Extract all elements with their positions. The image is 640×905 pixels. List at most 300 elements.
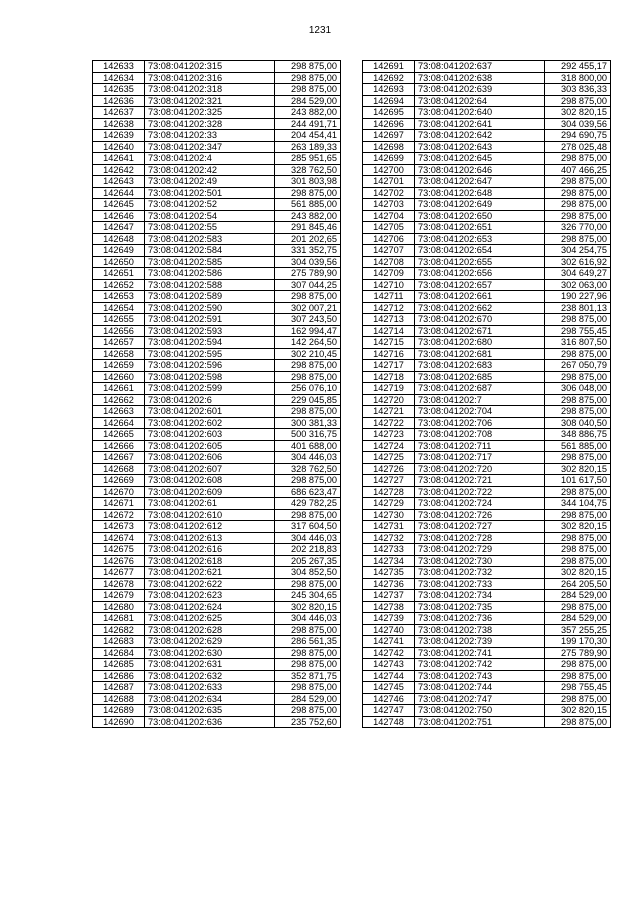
cadastral-number-cell: 73:08:041202:742 bbox=[415, 659, 545, 671]
cadastral-value-cell: 302 820,15 bbox=[545, 567, 611, 579]
cadastral-number-cell: 73:08:041202:55 bbox=[145, 222, 275, 234]
row-number-cell: 142655 bbox=[93, 314, 145, 326]
row-number-cell: 142677 bbox=[93, 567, 145, 579]
cadastral-number-cell: 73:08:041202:685 bbox=[415, 371, 545, 383]
table-row bbox=[93, 716, 341, 728]
table-row bbox=[93, 429, 341, 441]
cadastral-value-cell: 264 205,50 bbox=[545, 578, 611, 590]
cadastral-value-cell: 298 875,00 bbox=[545, 394, 611, 406]
row-number-cell: 142720 bbox=[363, 394, 415, 406]
table-row bbox=[363, 84, 611, 96]
cadastral-value-cell: 162 994,47 bbox=[275, 325, 341, 337]
cadastral-value-cell: 298 875,00 bbox=[545, 509, 611, 521]
row-number-cell: 142675 bbox=[93, 544, 145, 556]
table-row bbox=[363, 153, 611, 165]
cadastral-value-cell: 267 050,79 bbox=[545, 360, 611, 372]
table-row bbox=[363, 624, 611, 636]
row-number-cell: 142744 bbox=[363, 670, 415, 682]
cadastral-number-cell: 73:08:041202:635 bbox=[145, 705, 275, 717]
cadastral-number-cell: 73:08:041202:640 bbox=[415, 107, 545, 119]
cadastral-number-cell: 73:08:041202:633 bbox=[145, 682, 275, 694]
cadastral-number-cell: 73:08:041202:61 bbox=[145, 498, 275, 510]
table-row bbox=[363, 486, 611, 498]
table-row bbox=[363, 544, 611, 556]
cadastral-number-cell: 73:08:041202:726 bbox=[415, 509, 545, 521]
cadastral-value-cell: 292 455,17 bbox=[545, 61, 611, 73]
cadastral-value-cell: 307 044,25 bbox=[275, 279, 341, 291]
table-row bbox=[93, 268, 341, 280]
cadastral-value-cell: 298 875,00 bbox=[545, 95, 611, 107]
cadastral-number-cell: 73:08:041202:638 bbox=[415, 72, 545, 84]
cadastral-value-cell: 307 243,50 bbox=[275, 314, 341, 326]
cadastral-number-cell: 73:08:041202:625 bbox=[145, 613, 275, 625]
row-number-cell: 142704 bbox=[363, 210, 415, 222]
cadastral-number-cell: 73:08:041202:598 bbox=[145, 371, 275, 383]
cadastral-number-cell: 73:08:041202:732 bbox=[415, 567, 545, 579]
cadastral-value-cell: 142 264,50 bbox=[275, 337, 341, 349]
cadastral-value-cell: 304 446,03 bbox=[275, 613, 341, 625]
table-row bbox=[363, 452, 611, 464]
row-number-cell: 142685 bbox=[93, 659, 145, 671]
table-row bbox=[93, 314, 341, 326]
cadastral-number-cell: 73:08:041202:738 bbox=[415, 624, 545, 636]
cadastral-value-cell: 205 267,35 bbox=[275, 555, 341, 567]
cadastral-value-cell: 328 762,50 bbox=[275, 463, 341, 475]
table-row bbox=[363, 187, 611, 199]
row-number-cell: 142724 bbox=[363, 440, 415, 452]
cadastral-number-cell: 73:08:041202:649 bbox=[415, 199, 545, 211]
cadastral-value-cell: 317 604,50 bbox=[275, 521, 341, 533]
cadastral-number-cell: 73:08:041202:647 bbox=[415, 176, 545, 188]
row-number-cell: 142726 bbox=[363, 463, 415, 475]
row-number-cell: 142735 bbox=[363, 567, 415, 579]
cadastral-value-cell: 298 875,00 bbox=[275, 84, 341, 96]
cadastral-value-cell: 298 875,00 bbox=[275, 371, 341, 383]
row-number-cell: 142641 bbox=[93, 153, 145, 165]
cadastral-number-cell: 73:08:041202:49 bbox=[145, 176, 275, 188]
table-row bbox=[93, 164, 341, 176]
row-number-cell: 142636 bbox=[93, 95, 145, 107]
cadastral-number-cell: 73:08:041202:724 bbox=[415, 498, 545, 510]
table-row bbox=[363, 532, 611, 544]
table-row bbox=[93, 141, 341, 153]
row-number-cell: 142731 bbox=[363, 521, 415, 533]
cadastral-number-cell: 73:08:041202:501 bbox=[145, 187, 275, 199]
row-number-cell: 142727 bbox=[363, 475, 415, 487]
row-number-cell: 142633 bbox=[93, 61, 145, 73]
table-row bbox=[363, 360, 611, 372]
cadastral-number-cell: 73:08:041202:624 bbox=[145, 601, 275, 613]
cadastral-value-cell: 298 875,00 bbox=[275, 705, 341, 717]
row-number-cell: 142736 bbox=[363, 578, 415, 590]
row-number-cell: 142672 bbox=[93, 509, 145, 521]
table-row bbox=[363, 613, 611, 625]
cadastral-value-cell: 244 491,71 bbox=[275, 118, 341, 130]
cadastral-number-cell: 73:08:041202:584 bbox=[145, 245, 275, 257]
table-row bbox=[93, 176, 341, 188]
table-row bbox=[93, 475, 341, 487]
table-row bbox=[93, 256, 341, 268]
table-row bbox=[363, 107, 611, 119]
cadastral-value-cell: 298 875,00 bbox=[275, 61, 341, 73]
cadastral-value-cell: 243 882,00 bbox=[275, 210, 341, 222]
cadastral-number-cell: 73:08:041202:631 bbox=[145, 659, 275, 671]
row-number-cell: 142738 bbox=[363, 601, 415, 613]
cadastral-number-cell: 73:08:041202:605 bbox=[145, 440, 275, 452]
cadastral-number-cell: 73:08:041202:739 bbox=[415, 636, 545, 648]
table-row bbox=[93, 578, 341, 590]
table-row bbox=[363, 348, 611, 360]
table-row bbox=[363, 509, 611, 521]
cadastral-value-cell: 298 875,00 bbox=[545, 532, 611, 544]
cadastral-number-cell: 73:08:041202:683 bbox=[415, 360, 545, 372]
cadastral-value-cell: 686 623,47 bbox=[275, 486, 341, 498]
cadastral-value-cell: 302 820,15 bbox=[275, 601, 341, 613]
table-row bbox=[93, 291, 341, 303]
cadastral-number-cell: 73:08:041202:743 bbox=[415, 670, 545, 682]
cadastral-value-cell: 328 762,50 bbox=[275, 164, 341, 176]
cadastral-number-cell: 73:08:041202:747 bbox=[415, 693, 545, 705]
row-number-cell: 142683 bbox=[93, 636, 145, 648]
row-number-cell: 142702 bbox=[363, 187, 415, 199]
cadastral-number-cell: 73:08:041202:583 bbox=[145, 233, 275, 245]
cadastral-number-cell: 73:08:041202:33 bbox=[145, 130, 275, 142]
table-row bbox=[93, 636, 341, 648]
row-number-cell: 142671 bbox=[93, 498, 145, 510]
row-number-cell: 142703 bbox=[363, 199, 415, 211]
cadastral-value-cell: 278 025,48 bbox=[545, 141, 611, 153]
cadastral-value-cell: 202 218,83 bbox=[275, 544, 341, 556]
cadastral-number-cell: 73:08:041202:727 bbox=[415, 521, 545, 533]
cadastral-number-cell: 73:08:041202:662 bbox=[415, 302, 545, 314]
row-number-cell: 142658 bbox=[93, 348, 145, 360]
row-number-cell: 142681 bbox=[93, 613, 145, 625]
page-number: 1231 bbox=[308, 25, 332, 36]
table-row bbox=[363, 636, 611, 648]
row-number-cell: 142687 bbox=[93, 682, 145, 694]
row-number-cell: 142709 bbox=[363, 268, 415, 280]
cadastral-value-cell: 298 875,00 bbox=[275, 578, 341, 590]
cadastral-number-cell: 73:08:041202:657 bbox=[415, 279, 545, 291]
cadastral-number-cell: 73:08:041202:741 bbox=[415, 647, 545, 659]
row-number-cell: 142741 bbox=[363, 636, 415, 648]
cadastral-number-cell: 73:08:041202:636 bbox=[145, 716, 275, 728]
cadastral-value-cell: 401 688,00 bbox=[275, 440, 341, 452]
row-number-cell: 142679 bbox=[93, 590, 145, 602]
register-table-left bbox=[92, 60, 341, 728]
table-row bbox=[93, 567, 341, 579]
table-row bbox=[93, 325, 341, 337]
cadastral-number-cell: 73:08:041202:717 bbox=[415, 452, 545, 464]
table-row bbox=[363, 498, 611, 510]
row-number-cell: 142647 bbox=[93, 222, 145, 234]
cadastral-number-cell: 73:08:041202:670 bbox=[415, 314, 545, 326]
row-number-cell: 142716 bbox=[363, 348, 415, 360]
cadastral-number-cell: 73:08:041202:729 bbox=[415, 544, 545, 556]
cadastral-value-cell: 238 801,13 bbox=[545, 302, 611, 314]
table-row bbox=[363, 61, 611, 73]
row-number-cell: 142684 bbox=[93, 647, 145, 659]
cadastral-number-cell: 73:08:041202:648 bbox=[415, 187, 545, 199]
cadastral-number-cell: 73:08:041202:651 bbox=[415, 222, 545, 234]
row-number-cell: 142661 bbox=[93, 383, 145, 395]
cadastral-value-cell: 286 561,35 bbox=[275, 636, 341, 648]
row-number-cell: 142692 bbox=[363, 72, 415, 84]
row-number-cell: 142654 bbox=[93, 302, 145, 314]
row-number-cell: 142721 bbox=[363, 406, 415, 418]
row-number-cell: 142707 bbox=[363, 245, 415, 257]
cadastral-number-cell: 73:08:041202:603 bbox=[145, 429, 275, 441]
row-number-cell: 142723 bbox=[363, 429, 415, 441]
cadastral-number-cell: 73:08:041202:634 bbox=[145, 693, 275, 705]
row-number-cell: 142747 bbox=[363, 705, 415, 717]
table-row bbox=[363, 659, 611, 671]
cadastral-number-cell: 73:08:041202:608 bbox=[145, 475, 275, 487]
cadastral-value-cell: 561 885,00 bbox=[275, 199, 341, 211]
table-row bbox=[363, 578, 611, 590]
cadastral-value-cell: 298 875,00 bbox=[545, 187, 611, 199]
cadastral-number-cell: 73:08:041202:325 bbox=[145, 107, 275, 119]
cadastral-value-cell: 298 875,00 bbox=[545, 199, 611, 211]
row-number-cell: 142739 bbox=[363, 613, 415, 625]
table-row bbox=[93, 705, 341, 717]
table-row bbox=[363, 406, 611, 418]
row-number-cell: 142668 bbox=[93, 463, 145, 475]
cadastral-value-cell: 331 352,75 bbox=[275, 245, 341, 257]
row-number-cell: 142714 bbox=[363, 325, 415, 337]
table-row bbox=[93, 199, 341, 211]
cadastral-value-cell: 302 210,45 bbox=[275, 348, 341, 360]
row-number-cell: 142665 bbox=[93, 429, 145, 441]
row-number-cell: 142694 bbox=[363, 95, 415, 107]
row-number-cell: 142706 bbox=[363, 233, 415, 245]
cadastral-number-cell: 73:08:041202:595 bbox=[145, 348, 275, 360]
row-number-cell: 142651 bbox=[93, 268, 145, 280]
row-number-cell: 142644 bbox=[93, 187, 145, 199]
row-number-cell: 142745 bbox=[363, 682, 415, 694]
cadastral-number-cell: 73:08:041202:736 bbox=[415, 613, 545, 625]
table-row bbox=[363, 233, 611, 245]
table-row bbox=[363, 475, 611, 487]
cadastral-value-cell: 298 875,00 bbox=[545, 153, 611, 165]
table-row bbox=[93, 544, 341, 556]
table-row bbox=[363, 199, 611, 211]
table-row bbox=[363, 268, 611, 280]
row-number-cell: 142734 bbox=[363, 555, 415, 567]
cadastral-value-cell: 429 782,25 bbox=[275, 498, 341, 510]
cadastral-number-cell: 73:08:041202:602 bbox=[145, 417, 275, 429]
cadastral-number-cell: 73:08:041202:645 bbox=[415, 153, 545, 165]
cadastral-value-cell: 298 875,00 bbox=[545, 210, 611, 222]
row-number-cell: 142666 bbox=[93, 440, 145, 452]
table-row bbox=[93, 210, 341, 222]
cadastral-value-cell: 204 454,41 bbox=[275, 130, 341, 142]
cadastral-value-cell: 190 227,96 bbox=[545, 291, 611, 303]
cadastral-number-cell: 73:08:041202:630 bbox=[145, 647, 275, 659]
cadastral-value-cell: 284 529,00 bbox=[275, 95, 341, 107]
cadastral-value-cell: 344 104,75 bbox=[545, 498, 611, 510]
table-row bbox=[93, 682, 341, 694]
table-row bbox=[93, 302, 341, 314]
cadastral-value-cell: 300 381,33 bbox=[275, 417, 341, 429]
cadastral-number-cell: 73:08:041202:632 bbox=[145, 670, 275, 682]
row-number-cell: 142645 bbox=[93, 199, 145, 211]
table-row bbox=[363, 118, 611, 130]
table-row bbox=[93, 498, 341, 510]
table-row bbox=[363, 256, 611, 268]
cadastral-value-cell: 229 045,85 bbox=[275, 394, 341, 406]
cadastral-number-cell: 73:08:041202:315 bbox=[145, 61, 275, 73]
row-number-cell: 142693 bbox=[363, 84, 415, 96]
row-number-cell: 142664 bbox=[93, 417, 145, 429]
table-row bbox=[93, 590, 341, 602]
row-number-cell: 142712 bbox=[363, 302, 415, 314]
table-row bbox=[363, 705, 611, 717]
row-number-cell: 142737 bbox=[363, 590, 415, 602]
cadastral-number-cell: 73:08:041202:653 bbox=[415, 233, 545, 245]
table-row bbox=[93, 61, 341, 73]
row-number-cell: 142674 bbox=[93, 532, 145, 544]
row-number-cell: 142698 bbox=[363, 141, 415, 153]
row-number-cell: 142657 bbox=[93, 337, 145, 349]
row-number-cell: 142669 bbox=[93, 475, 145, 487]
cadastral-value-cell: 298 875,00 bbox=[275, 682, 341, 694]
row-number-cell: 142667 bbox=[93, 452, 145, 464]
row-number-cell: 142732 bbox=[363, 532, 415, 544]
table-row bbox=[93, 383, 341, 395]
row-number-cell: 142722 bbox=[363, 417, 415, 429]
table-row bbox=[93, 130, 341, 142]
table-row bbox=[363, 716, 611, 728]
table-row bbox=[363, 463, 611, 475]
cadastral-value-cell: 199 170,30 bbox=[545, 636, 611, 648]
row-number-cell: 142660 bbox=[93, 371, 145, 383]
row-number-cell: 142648 bbox=[93, 233, 145, 245]
cadastral-number-cell: 73:08:041202:704 bbox=[415, 406, 545, 418]
cadastral-number-cell: 73:08:041202:7 bbox=[415, 394, 545, 406]
row-number-cell: 142725 bbox=[363, 452, 415, 464]
table-row bbox=[363, 210, 611, 222]
table-row bbox=[363, 567, 611, 579]
cadastral-number-cell: 73:08:041202:590 bbox=[145, 302, 275, 314]
cadastral-number-cell: 73:08:041202:588 bbox=[145, 279, 275, 291]
table-row bbox=[363, 601, 611, 613]
cadastral-number-cell: 73:08:041202:593 bbox=[145, 325, 275, 337]
table-row bbox=[363, 176, 611, 188]
cadastral-number-cell: 73:08:041202:637 bbox=[415, 61, 545, 73]
cadastral-value-cell: 298 875,00 bbox=[545, 659, 611, 671]
table-row bbox=[93, 394, 341, 406]
row-number-cell: 142686 bbox=[93, 670, 145, 682]
register-table-right bbox=[362, 60, 611, 728]
cadastral-value-cell: 304 649,27 bbox=[545, 268, 611, 280]
row-number-cell: 142688 bbox=[93, 693, 145, 705]
row-number-cell: 142642 bbox=[93, 164, 145, 176]
row-number-cell: 142663 bbox=[93, 406, 145, 418]
row-number-cell: 142696 bbox=[363, 118, 415, 130]
row-number-cell: 142708 bbox=[363, 256, 415, 268]
cadastral-number-cell: 73:08:041202:612 bbox=[145, 521, 275, 533]
table-row bbox=[363, 95, 611, 107]
cadastral-number-cell: 73:08:041202:623 bbox=[145, 590, 275, 602]
table-row bbox=[93, 452, 341, 464]
table-row bbox=[93, 417, 341, 429]
table-row bbox=[93, 532, 341, 544]
cadastral-number-cell: 73:08:041202:671 bbox=[415, 325, 545, 337]
cadastral-number-cell: 73:08:041202:54 bbox=[145, 210, 275, 222]
cadastral-value-cell: 302 616,92 bbox=[545, 256, 611, 268]
cadastral-value-cell: 263 189,33 bbox=[275, 141, 341, 153]
table-row bbox=[363, 429, 611, 441]
cadastral-number-cell: 73:08:041202:321 bbox=[145, 95, 275, 107]
table-row bbox=[93, 613, 341, 625]
table-row bbox=[363, 130, 611, 142]
cadastral-number-cell: 73:08:041202:750 bbox=[415, 705, 545, 717]
cadastral-number-cell: 73:08:041202:589 bbox=[145, 291, 275, 303]
cadastral-value-cell: 245 304,65 bbox=[275, 590, 341, 602]
cadastral-number-cell: 73:08:041202:52 bbox=[145, 199, 275, 211]
row-number-cell: 142715 bbox=[363, 337, 415, 349]
cadastral-number-cell: 73:08:041202:722 bbox=[415, 486, 545, 498]
table-row bbox=[93, 279, 341, 291]
cadastral-value-cell: 298 875,00 bbox=[275, 647, 341, 659]
table-row bbox=[363, 682, 611, 694]
table-row bbox=[93, 107, 341, 119]
cadastral-number-cell: 73:08:041202:585 bbox=[145, 256, 275, 268]
cadastral-value-cell: 303 836,33 bbox=[545, 84, 611, 96]
table-row bbox=[93, 371, 341, 383]
cadastral-value-cell: 298 875,00 bbox=[545, 233, 611, 245]
cadastral-number-cell: 73:08:041202:42 bbox=[145, 164, 275, 176]
table-row bbox=[93, 153, 341, 165]
cadastral-value-cell: 298 875,00 bbox=[275, 406, 341, 418]
table-row bbox=[93, 624, 341, 636]
cadastral-number-cell: 73:08:041202:656 bbox=[415, 268, 545, 280]
cadastral-value-cell: 304 039,56 bbox=[275, 256, 341, 268]
row-number-cell: 142728 bbox=[363, 486, 415, 498]
table-row bbox=[363, 670, 611, 682]
table-row bbox=[93, 601, 341, 613]
cadastral-value-cell: 298 875,00 bbox=[545, 486, 611, 498]
cadastral-value-cell: 301 803,98 bbox=[275, 176, 341, 188]
cadastral-number-cell: 73:08:041202:316 bbox=[145, 72, 275, 84]
cadastral-number-cell: 73:08:041202:591 bbox=[145, 314, 275, 326]
table-row bbox=[363, 222, 611, 234]
cadastral-value-cell: 302 063,00 bbox=[545, 279, 611, 291]
row-number-cell: 142718 bbox=[363, 371, 415, 383]
row-number-cell: 142690 bbox=[93, 716, 145, 728]
cadastral-number-cell: 73:08:041202:680 bbox=[415, 337, 545, 349]
cadastral-value-cell: 256 076,10 bbox=[275, 383, 341, 395]
row-number-cell: 142730 bbox=[363, 509, 415, 521]
cadastral-value-cell: 306 048,00 bbox=[545, 383, 611, 395]
row-number-cell: 142695 bbox=[363, 107, 415, 119]
cadastral-value-cell: 298 875,00 bbox=[275, 509, 341, 521]
cadastral-value-cell: 308 040,50 bbox=[545, 417, 611, 429]
cadastral-value-cell: 302 820,15 bbox=[545, 705, 611, 717]
row-number-cell: 142748 bbox=[363, 716, 415, 728]
cadastral-value-cell: 235 752,60 bbox=[275, 716, 341, 728]
row-number-cell: 142680 bbox=[93, 601, 145, 613]
cadastral-number-cell: 73:08:041202:622 bbox=[145, 578, 275, 590]
cadastral-number-cell: 73:08:041202:328 bbox=[145, 118, 275, 130]
table-row bbox=[363, 314, 611, 326]
cadastral-number-cell: 73:08:041202:347 bbox=[145, 141, 275, 153]
cadastral-value-cell: 561 885,00 bbox=[545, 440, 611, 452]
table-row bbox=[363, 72, 611, 84]
cadastral-number-cell: 73:08:041202:706 bbox=[415, 417, 545, 429]
row-number-cell: 142643 bbox=[93, 176, 145, 188]
